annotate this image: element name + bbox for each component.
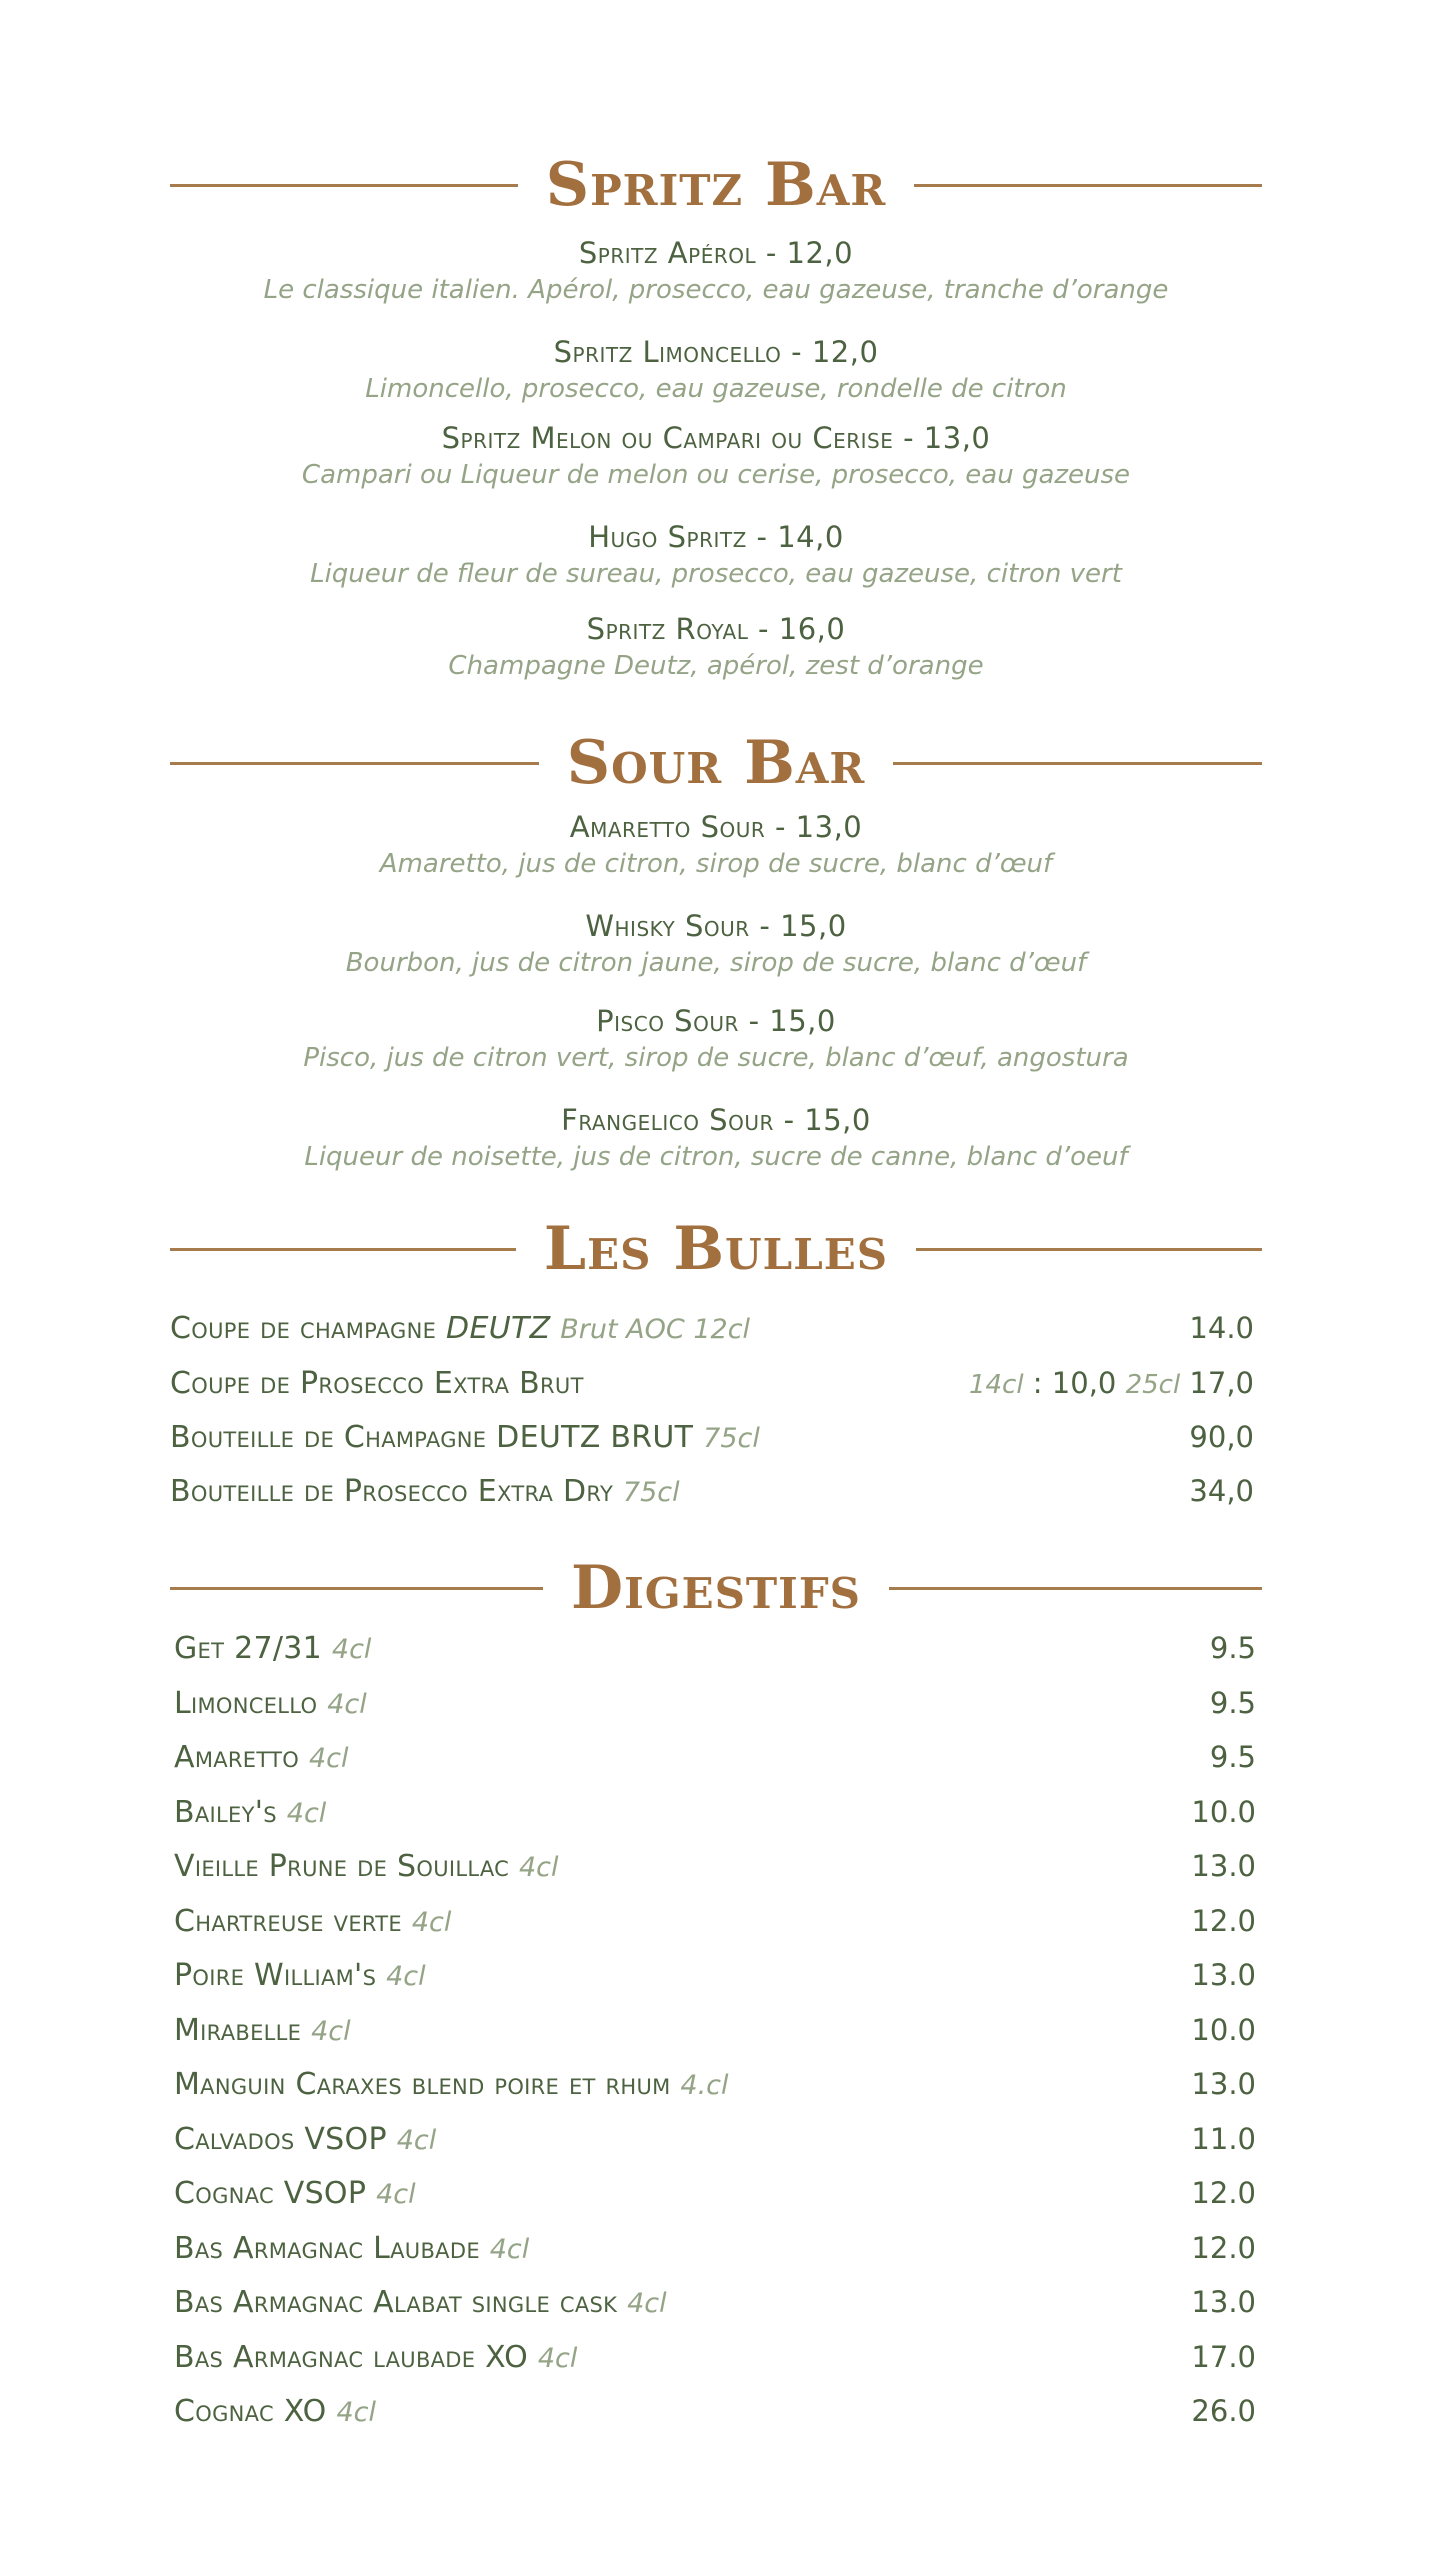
price-row (174, 1681, 1256, 1725)
row-label (174, 1631, 371, 1666)
row-label-text: Bas Armagnac Alabat single cask (174, 2284, 618, 2320)
row-note: 75cl (622, 1476, 680, 1508)
row-note: 4cl (286, 1797, 327, 1829)
item-name: Spritz Apérol - 12,0 (578, 236, 854, 270)
row-price (969, 1366, 1254, 1400)
item-name: Spritz Melon ou Campari ou Cerise - 13,0 (441, 421, 991, 455)
row-label (174, 2013, 351, 2048)
row-note: 4cl (396, 2124, 437, 2156)
row-note: 4.cl (680, 2069, 729, 2101)
divider-rule (916, 1248, 1262, 1251)
row-label-text: Manguin Caraxes blend poire et rhum (174, 2066, 671, 2102)
row-label (174, 1904, 451, 1939)
section-header-bulles (170, 1214, 1262, 1284)
brand-name: DEUTZ (446, 1310, 551, 1346)
section-header-sour (170, 728, 1262, 798)
row-note: Brut AOC 12cl (560, 1313, 751, 1345)
item-name: Whisky Sour - 15,0 (585, 909, 847, 943)
item-description: Pisco, jus de citron vert, sirop de sucre, blanc d’œuf, angostura (303, 1043, 1129, 1073)
row-label (174, 2285, 667, 2320)
size-note: 25cl (1125, 1370, 1181, 1400)
row-label (174, 1795, 326, 1830)
price-row (174, 2226, 1256, 2270)
price-row (170, 1306, 1254, 1350)
row-label (174, 1740, 348, 1775)
row-label-text: Bas Armagnac laubade XO (174, 2339, 529, 2375)
row-label (174, 2340, 577, 2375)
price-value: 10,0 (1051, 1366, 1117, 1400)
menu-item (170, 1002, 1262, 1076)
menu-item (170, 333, 1262, 407)
row-label-text: Vieille Prune de Souillac (174, 1848, 510, 1884)
row-note: 4cl (327, 1688, 367, 1720)
divider-rule (170, 762, 539, 765)
row-price: 13.0 (1191, 2285, 1256, 2319)
row-price: 90,0 (1189, 1420, 1254, 1454)
row-label-text: Calvados VSOP (174, 2121, 387, 2157)
row-label (170, 1366, 584, 1401)
row-price: 12.0 (1191, 1904, 1256, 1938)
row-note: 4cl (518, 1851, 559, 1883)
price-row (174, 2280, 1256, 2324)
row-label-text: Cognac VSOP (174, 2175, 367, 2211)
item-description: Bourbon, jus de citron jaune, sirop de sucre, blanc d’œuf (345, 948, 1087, 978)
row-note: 4cl (376, 2178, 416, 2210)
row-label-text: Coupe de champagne (170, 1310, 437, 1346)
row-label (174, 1849, 558, 1884)
item-name: Frangelico Sour - 15,0 (561, 1103, 871, 1137)
row-label (174, 2067, 729, 2102)
section-header-digestifs (170, 1553, 1262, 1623)
row-price: 12.0 (1191, 2176, 1256, 2210)
row-price: 26.0 (1191, 2394, 1256, 2428)
price-row (174, 2335, 1256, 2379)
price-row (174, 1790, 1256, 1834)
row-price: 12.0 (1191, 2231, 1256, 2265)
row-note: 4cl (537, 2342, 578, 2374)
price-row (174, 2062, 1256, 2106)
row-label-text: Cognac XO (174, 2393, 327, 2429)
row-note: 4cl (308, 1742, 349, 1774)
divider-rule (170, 1248, 516, 1251)
row-note: 4cl (336, 2396, 376, 2428)
menu-item (170, 1101, 1262, 1175)
row-note: 4cl (386, 1960, 426, 1992)
menu-item (170, 808, 1262, 882)
item-description: Campari ou Liqueur de melon ou cerise, prosecco, eau gazeuse (301, 460, 1131, 490)
price-row (174, 1953, 1256, 1997)
section-title: Sour Bar (566, 728, 866, 798)
divider-rule (170, 184, 518, 187)
row-price: 10.0 (1191, 2013, 1256, 2047)
row-price: 9.5 (1209, 1631, 1256, 1665)
row-label-text: Bouteille de Champagne DEUTZ BRUT (170, 1419, 694, 1455)
price-row (174, 2117, 1256, 2161)
row-label (174, 2231, 529, 2266)
row-label (174, 1958, 426, 1993)
size-note: 14cl (968, 1370, 1024, 1400)
divider-rule (170, 1587, 543, 1590)
price-row (174, 1626, 1256, 1670)
divider-rule (893, 762, 1262, 765)
section-title: Digestifs (571, 1553, 861, 1623)
row-label-text: Amaretto (174, 1739, 300, 1775)
row-price: 9.5 (1209, 1740, 1256, 1774)
menu-item (170, 907, 1262, 981)
row-price: 34,0 (1189, 1474, 1254, 1508)
price-row (170, 1469, 1254, 1513)
item-name: Hugo Spritz - 14,0 (588, 520, 844, 554)
price-row (174, 2389, 1256, 2433)
price-row (174, 2171, 1256, 2215)
row-label-text: Bouteille de Prosecco Extra Dry (170, 1473, 614, 1509)
row-note: 75cl (703, 1422, 760, 1454)
item-description: Limoncello, prosecco, eau gazeuse, rondelle de citron (365, 374, 1067, 404)
row-label-text: Limoncello (174, 1685, 318, 1721)
row-price: 10.0 (1191, 1795, 1256, 1829)
row-note: 4cl (411, 1906, 452, 1938)
row-label (174, 2122, 436, 2157)
price-row (174, 1844, 1256, 1888)
menu-item (170, 518, 1262, 592)
price-value: 17,0 (1189, 1366, 1254, 1400)
row-note: 4cl (331, 1633, 372, 1665)
row-label (174, 2394, 376, 2429)
item-description: Liqueur de noisette, jus de citron, sucre de canne, blanc d’oeuf (304, 1142, 1128, 1172)
row-label (174, 2176, 416, 2211)
divider-rule (889, 1587, 1262, 1590)
row-price: 17.0 (1191, 2340, 1256, 2374)
row-label-text: Bailey's (174, 1794, 277, 1830)
section-header-spritz (170, 150, 1262, 220)
row-note: 4cl (311, 2015, 351, 2047)
row-label-text: Coupe de Prosecco Extra Brut (170, 1365, 584, 1401)
item-description: Liqueur de fleur de sureau, prosecco, eau gazeuse, citron vert (310, 559, 1122, 589)
item-name: Spritz Limoncello - 12,0 (553, 335, 879, 369)
item-name: Pisco Sour - 15,0 (596, 1004, 836, 1038)
item-description: Amaretto, jus de citron, sirop de sucre, blanc d’œuf (379, 849, 1053, 879)
row-price: 14.0 (1189, 1311, 1254, 1345)
row-label (170, 1474, 680, 1509)
price-separator: : (1023, 1366, 1052, 1400)
row-price: 13.0 (1191, 1849, 1256, 1883)
menu-item (170, 234, 1262, 308)
price-row (174, 2008, 1256, 2052)
row-label-text: Bas Armagnac Laubade (174, 2230, 480, 2266)
item-description: Champagne Deutz, apérol, zest d’orange (448, 651, 984, 681)
item-description: Le classique italien. Apérol, prosecco, eau gazeuse, tranche d’orange (263, 275, 1169, 305)
row-label (170, 1420, 760, 1455)
menu-item (170, 419, 1262, 493)
row-label (170, 1311, 750, 1346)
price-row (174, 1735, 1256, 1779)
row-price: 13.0 (1191, 2067, 1256, 2101)
row-note: 4cl (489, 2233, 530, 2265)
row-price: 13.0 (1191, 1958, 1256, 1992)
price-row (170, 1415, 1254, 1459)
item-name: Spritz Royal - 16,0 (586, 612, 846, 646)
row-label-text: Chartreuse verte (174, 1903, 402, 1939)
row-note: 4cl (627, 2287, 667, 2319)
price-row (170, 1361, 1254, 1405)
item-name: Amaretto Sour - 13,0 (569, 810, 863, 844)
section-title: Les Bulles (543, 1214, 889, 1284)
row-label (174, 1686, 367, 1721)
section-title: Spritz Bar (545, 150, 887, 220)
row-price: 11.0 (1191, 2122, 1256, 2156)
row-label-text: Poire William's (174, 1957, 377, 1993)
row-label-text: Mirabelle (174, 2012, 302, 2048)
row-label-text: Get 27/31 (174, 1630, 323, 1666)
menu-item (170, 610, 1262, 684)
divider-rule (914, 184, 1262, 187)
price-row (174, 1899, 1256, 1943)
row-price: 9.5 (1209, 1686, 1256, 1720)
